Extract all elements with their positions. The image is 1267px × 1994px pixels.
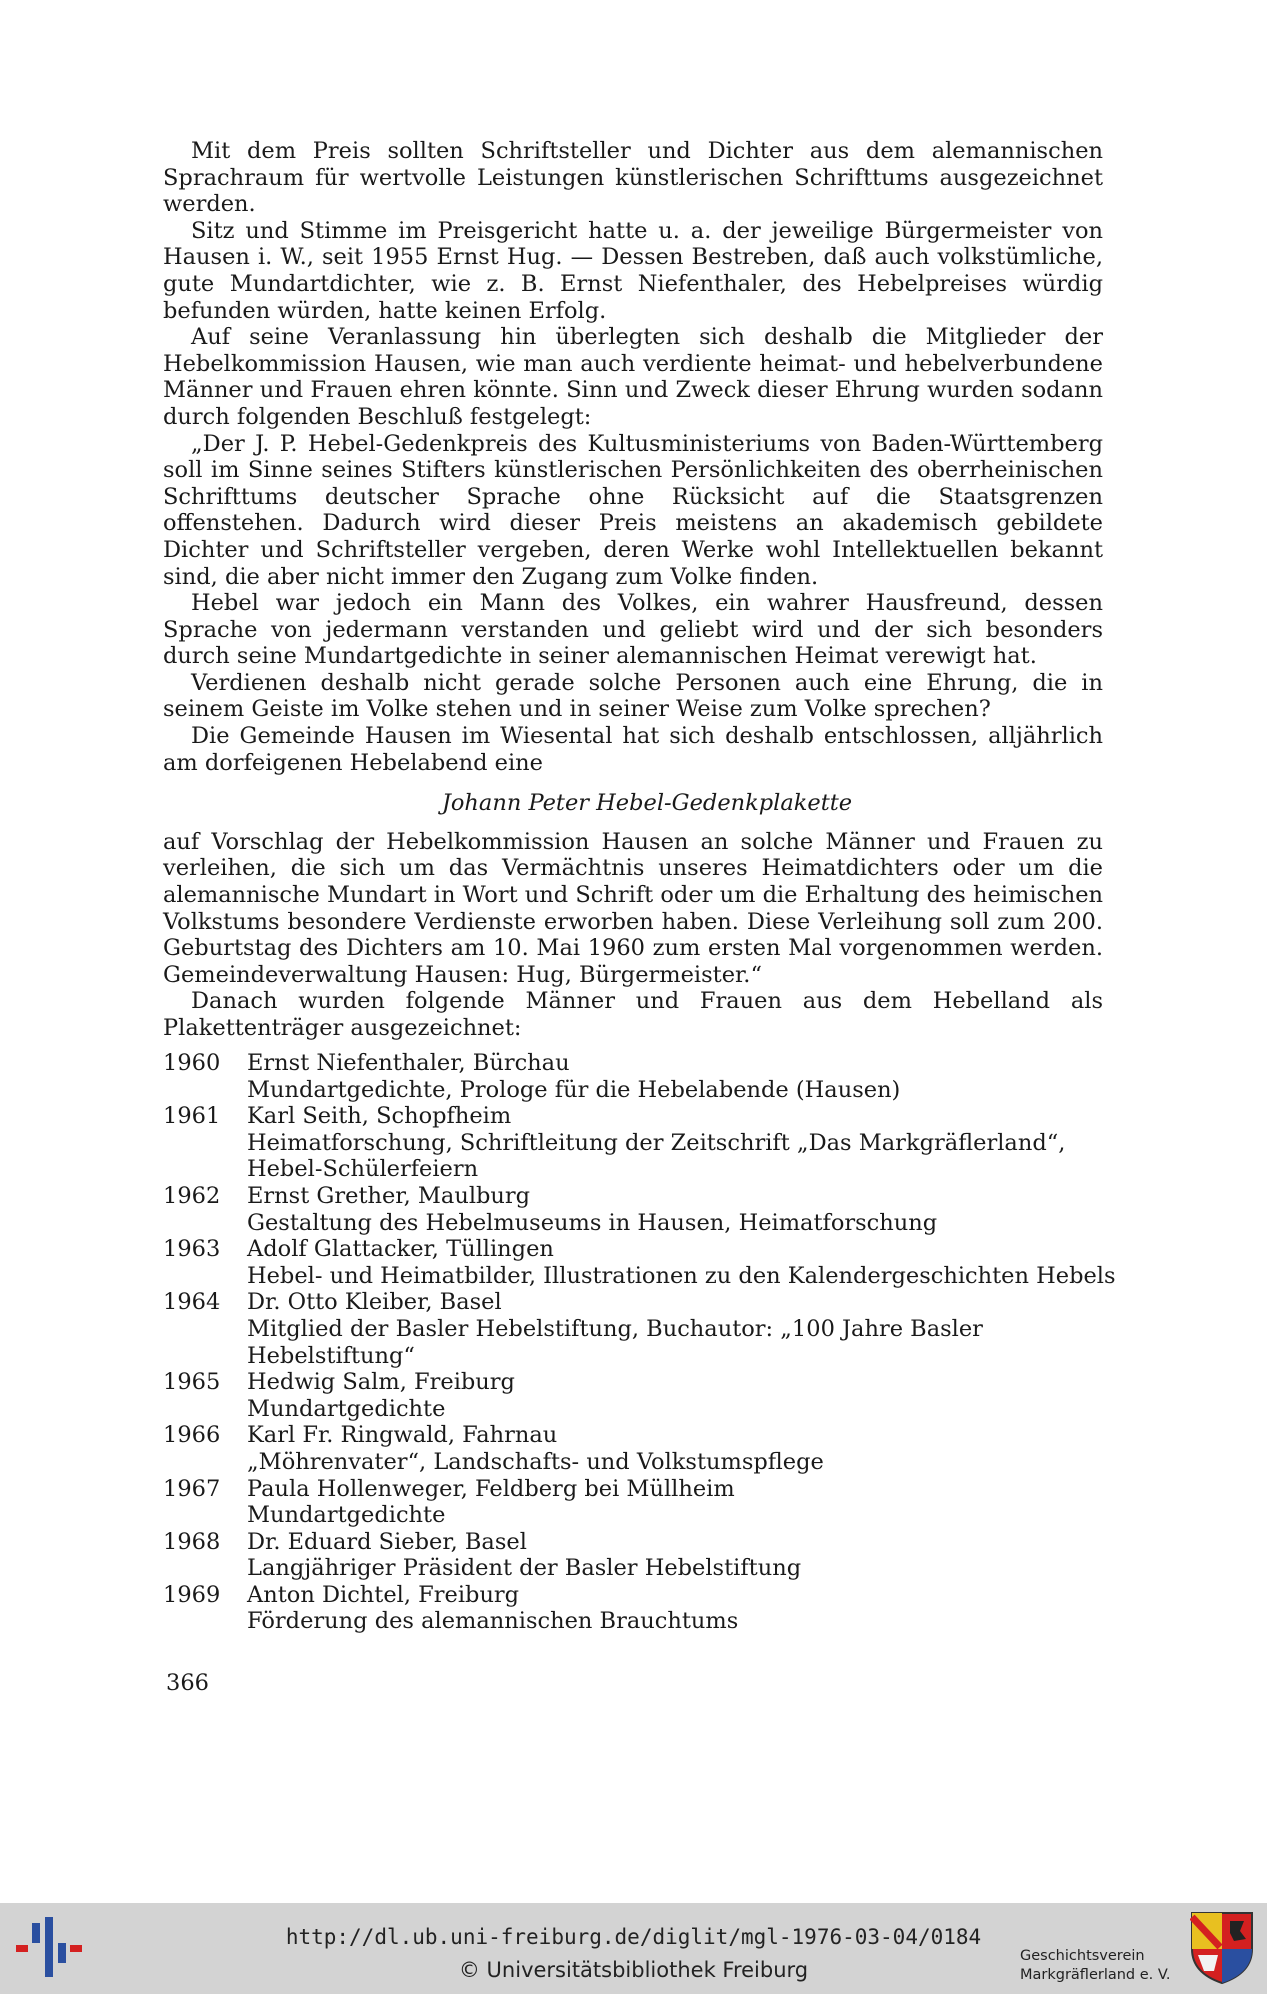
award-details — [247, 1582, 1123, 1635]
award-year: 1964 — [163, 1289, 221, 1316]
award-name: Dr. Otto Kleiber, Basel — [247, 1289, 502, 1316]
award-name: Karl Fr. Ringwald, Fahrnau — [247, 1422, 558, 1449]
award-year: 1965 — [163, 1369, 221, 1396]
award-name: Ernst Grether, Maulburg — [247, 1182, 531, 1209]
award-name: Ernst Niefenthaler, Bürchau — [247, 1050, 570, 1076]
award-entry — [163, 1289, 1123, 1369]
award-entry — [163, 1582, 1123, 1635]
paragraph: Verdienen deshalb nicht gerade solche Personen auch eine Ehrung, die in seinem Geiste im Volke stehen und in seiner Weise zum Volke sprechen? — [163, 669, 1103, 723]
award-name: Karl Seith, Schopfheim — [247, 1103, 512, 1130]
society-line: Geschichtsverein — [1020, 1948, 1145, 1964]
award-merit: Mundartgedichte — [247, 1395, 446, 1422]
award-name: Dr. Eduard Sieber, Basel — [247, 1528, 527, 1555]
award-details — [247, 1236, 1123, 1289]
award-details — [247, 1289, 1123, 1369]
award-merit: Mundartgedichte — [247, 1502, 446, 1529]
footer-url-link[interactable]: http://dl.ub.uni-freiburg.de/diglit/mgl-1976-03-04/0184 — [285, 1925, 982, 1949]
award-merit: Langjähriger Präsident der Basler Hebelstiftung — [247, 1555, 802, 1582]
paragraph: Sitz und Stimme im Preisgericht hatte u. a. der jeweilige Bürgermeister von Hausen i. W., seit 1955 Ernst Hug. — Dessen Bestreben, daß auch volkstümliche, gute Mundartdichter, wie z. B. Ernst Niefenthaler, des Hebelpreises würdig befunden würden, hatte keinen Erfolg. — [163, 217, 1103, 324]
award-year: 1967 — [163, 1475, 221, 1502]
award-details — [247, 1103, 1123, 1183]
award-entry — [163, 1369, 1123, 1422]
award-details — [247, 1183, 1123, 1236]
award-name: Hedwig Salm, Freiburg — [247, 1369, 515, 1396]
award-entry — [163, 1476, 1123, 1529]
award-year: 1960 — [163, 1050, 221, 1076]
paragraph: Hebel war jedoch ein Mann des Volkes, ein wahrer Hausfreund, dessen Sprache von jedermann verstanden und geliebt wird und der sich besonders durch seine Mundartgedichte in seiner alemannischen Heimat verewigt hat. — [163, 590, 1103, 670]
award-entry — [163, 1103, 1123, 1183]
award-year: 1968 — [163, 1528, 221, 1555]
footer-copyright: © Universitätsbibliothek Freiburg — [458, 1958, 809, 1982]
award-details — [247, 1050, 1123, 1103]
award-merit: Mundartgedichte, Prologe für die Hebelabende (Hausen) — [247, 1076, 901, 1103]
society-name — [1020, 1947, 1180, 1985]
award-name: Anton Dichtel, Freiburg — [247, 1581, 520, 1608]
page-number: 366 — [166, 1670, 209, 1696]
society-line: Markgräflerland e. V. — [1020, 1967, 1171, 1983]
award-details — [247, 1476, 1123, 1529]
award-details — [247, 1422, 1123, 1475]
award-merit: Heimatforschung, Schriftleitung der Zeitschrift „Das Markgräflerland“, Hebel-Schülerfeiern — [247, 1129, 1066, 1183]
award-merit: „Möhrenvater“, Landschafts- und Volkstumspflege — [247, 1448, 824, 1475]
award-name: Paula Hollenweger, Feldberg bei Müllheim — [247, 1475, 735, 1502]
award-merit: Gestaltung des Hebelmuseums in Hausen, Heimatforschung — [247, 1209, 938, 1236]
paragraph: „Der J. P. Hebel-Gedenkpreis des Kultusministeriums von Baden-Württemberg soll im Sinne seines Stifters künstlerischen Persönlichkeiten des oberrheinischen Schrifttums deutscher Sprache ohne Rücksicht auf die Staatsgrenzen offenstehen. Dadurch wird dieser Preis meistens an akademisch gebildete Dichter und Schriftsteller vergeben, deren Werke wohl Intellektuellen bekannt sind, die aber nicht immer den Zugang zum Volke finden. — [163, 430, 1103, 590]
paragraph: Die Gemeinde Hausen im Wiesental hat sich deshalb entschlossen, alljährlich am dorfeigenen Hebelabend eine — [163, 723, 1103, 776]
award-year: 1969 — [163, 1581, 221, 1608]
list-intro: Danach wurden folgende Männer und Frauen aus dem Hebelland als Plakettenträger ausgezeichnet: — [163, 988, 1103, 1041]
coat-of-arms-icon — [1190, 1911, 1254, 1985]
award-name: Adolf Glattacker, Tüllingen — [247, 1236, 554, 1263]
body-text — [163, 138, 1103, 1042]
award-merit: Mitglied der Basler Hebelstiftung, Buchautor: „100 Jahre Basler Hebelstiftung“ — [247, 1315, 983, 1369]
paragraph: Auf seine Veranlassung hin überlegten sich deshalb die Mitglieder der Hebelkommission Hausen, wie man auch verdiente heimat- und hebelverbundene Männer und Frauen ehren könnte. Sinn und Zweck dieser Ehrung wurden sodann durch folgenden Beschluß festgelegt: — [163, 324, 1103, 430]
award-list — [163, 1050, 1123, 1635]
award-entry — [163, 1236, 1123, 1289]
award-year: 1963 — [163, 1236, 221, 1263]
award-details — [247, 1369, 1123, 1422]
award-year: 1961 — [163, 1103, 221, 1130]
award-entry — [163, 1050, 1123, 1103]
award-entry — [163, 1183, 1123, 1236]
award-entry — [163, 1422, 1123, 1475]
award-year: 1966 — [163, 1422, 221, 1449]
award-year: 1962 — [163, 1182, 221, 1209]
plaque-title: Johann Peter Hebel-Gedenkplakette — [441, 790, 853, 817]
award-merit: Förderung des alemannischen Brauchtums — [247, 1608, 739, 1635]
award-details — [247, 1529, 1123, 1582]
paragraph: auf Vorschlag der Hebelkommission Hausen an solche Männer und Frauen zu verleihen, die sich um das Vermächtnis unseres Heimatdichters oder um die alemannische Mundart in Wort und Schrift oder um die Erhaltung des heimischen Volkstums besondere Verdienste erworben haben. Diese Verleihung soll zum 200. Geburtstag des Dichters am 10. Mai 1960 zum ersten Mal vorgenommen werden. Gemeindeverwaltung Hausen: Hug, Bürgermeister.“ — [163, 828, 1103, 988]
award-entry — [163, 1529, 1123, 1582]
award-merit: Hebel- und Heimatbilder, Illustrationen zu den Kalendergeschichten Hebels — [247, 1262, 1116, 1289]
paragraph: Mit dem Preis sollten Schriftsteller und Dichter aus dem alemannischen Sprachraum für wertvolle Leistungen künstlerischen Schrifttums ausgezeichnet werden. — [163, 138, 1103, 218]
